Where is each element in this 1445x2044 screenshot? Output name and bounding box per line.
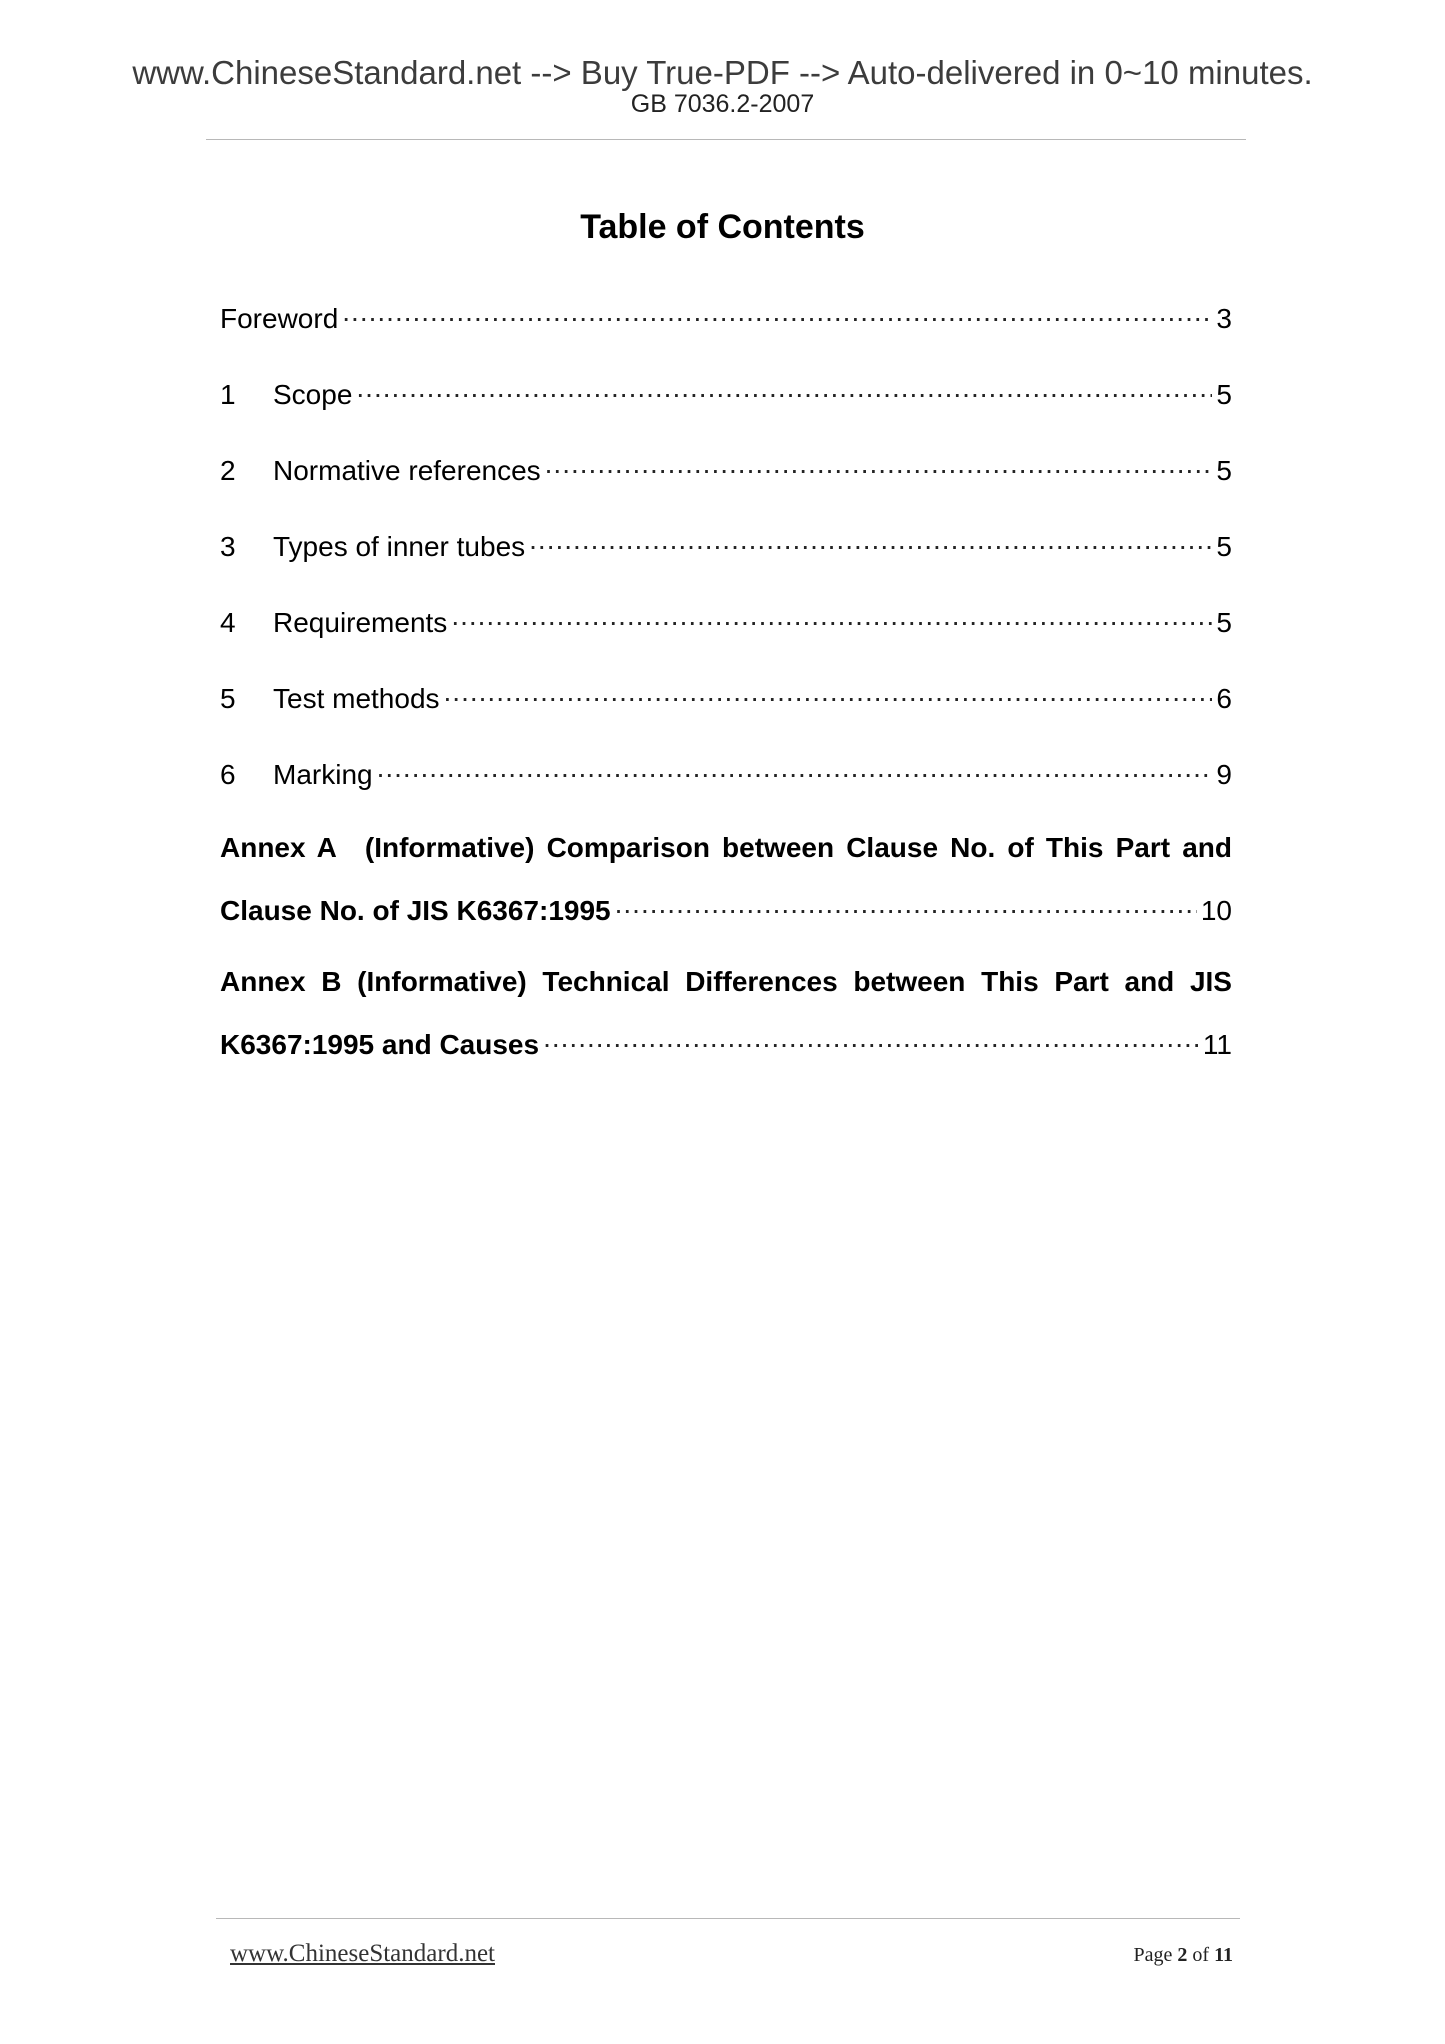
toc-entry-types-of-inner-tubes[interactable] bbox=[220, 528, 1232, 561]
toc-entry-foreword[interactable] bbox=[220, 300, 1232, 333]
toc-entry-label: Foreword bbox=[220, 303, 339, 334]
standard-code: GB 7036.2-2007 bbox=[630, 90, 815, 118]
toc-title: Table of Contents bbox=[580, 208, 865, 246]
toc-entry-page: 11 bbox=[1202, 1029, 1232, 1060]
toc-entry-normative-references[interactable] bbox=[220, 452, 1232, 485]
dot-leader bbox=[377, 756, 1213, 784]
toc-entry-marking[interactable] bbox=[220, 756, 1232, 789]
footer-site-link[interactable]: www.ChineseStandard.net bbox=[230, 1940, 495, 1967]
header-banner: www.ChineseStandard.net --> Buy True-PDF --> Auto-delivered in 0~10 minutes. bbox=[132, 54, 1313, 91]
toc-entry-number: 4 bbox=[220, 607, 236, 638]
toc-entry-label: Marking bbox=[273, 759, 373, 790]
toc-entry-page: 10 bbox=[1200, 895, 1232, 926]
page-total: 11 bbox=[1214, 1944, 1233, 1966]
dot-leader bbox=[451, 604, 1212, 632]
page-separator: of bbox=[1192, 1944, 1210, 1966]
footer-page-number bbox=[1134, 1944, 1233, 1967]
toc-entry-test-methods[interactable] bbox=[220, 680, 1232, 713]
toc-entry-number: 5 bbox=[220, 683, 236, 714]
toc-entry-label: Test methods bbox=[273, 683, 440, 714]
toc-entry-page: 3 bbox=[1216, 303, 1232, 334]
toc-entry-label: Clause No. of JIS K6367:1995 bbox=[220, 895, 611, 926]
toc-entry-label: K6367:1995 and Causes bbox=[220, 1029, 540, 1060]
toc-entry-page: 5 bbox=[1216, 607, 1232, 638]
dot-leader bbox=[444, 680, 1213, 708]
page-current: 2 bbox=[1177, 1944, 1188, 1966]
page-prefix: Page bbox=[1133, 1944, 1173, 1966]
header-divider bbox=[206, 139, 1246, 140]
dot-leader bbox=[543, 1026, 1199, 1054]
toc-entry-scope[interactable] bbox=[220, 376, 1232, 409]
toc-entry-number: 6 bbox=[220, 759, 236, 790]
dot-leader bbox=[545, 452, 1213, 480]
toc-entry-page: 6 bbox=[1216, 683, 1232, 714]
toc-entry-number: 3 bbox=[220, 531, 236, 562]
dot-leader bbox=[529, 528, 1212, 556]
footer-divider bbox=[216, 1918, 1240, 1919]
toc-entry-label: Types of inner tubes bbox=[273, 531, 526, 562]
toc-annex-a-line1[interactable]: Annex A (Informative) Comparison between Clause No. of This Part and bbox=[220, 832, 1232, 863]
toc-entry-label: Requirements bbox=[273, 607, 448, 638]
toc-annex-a-line2[interactable] bbox=[220, 892, 1232, 925]
toc-annex-b-line1[interactable]: Annex B (Informative) Technical Differences between This Part and JIS bbox=[220, 966, 1232, 997]
toc-entry-page: 5 bbox=[1216, 455, 1232, 486]
toc-entry-label: Normative references bbox=[273, 455, 541, 486]
toc-entry-label: Scope bbox=[273, 379, 353, 410]
toc-entry-page: 9 bbox=[1216, 759, 1232, 790]
dot-leader bbox=[356, 376, 1212, 404]
toc-entry-page: 5 bbox=[1216, 379, 1232, 410]
dot-leader bbox=[342, 300, 1212, 328]
toc-entry-number: 2 bbox=[220, 455, 236, 486]
dot-leader bbox=[615, 892, 1197, 920]
toc-annex-b-line2[interactable] bbox=[220, 1026, 1232, 1059]
toc-entry-requirements[interactable] bbox=[220, 604, 1232, 637]
toc-entry-number: 1 bbox=[220, 379, 236, 410]
toc-entry-page: 5 bbox=[1216, 531, 1232, 562]
